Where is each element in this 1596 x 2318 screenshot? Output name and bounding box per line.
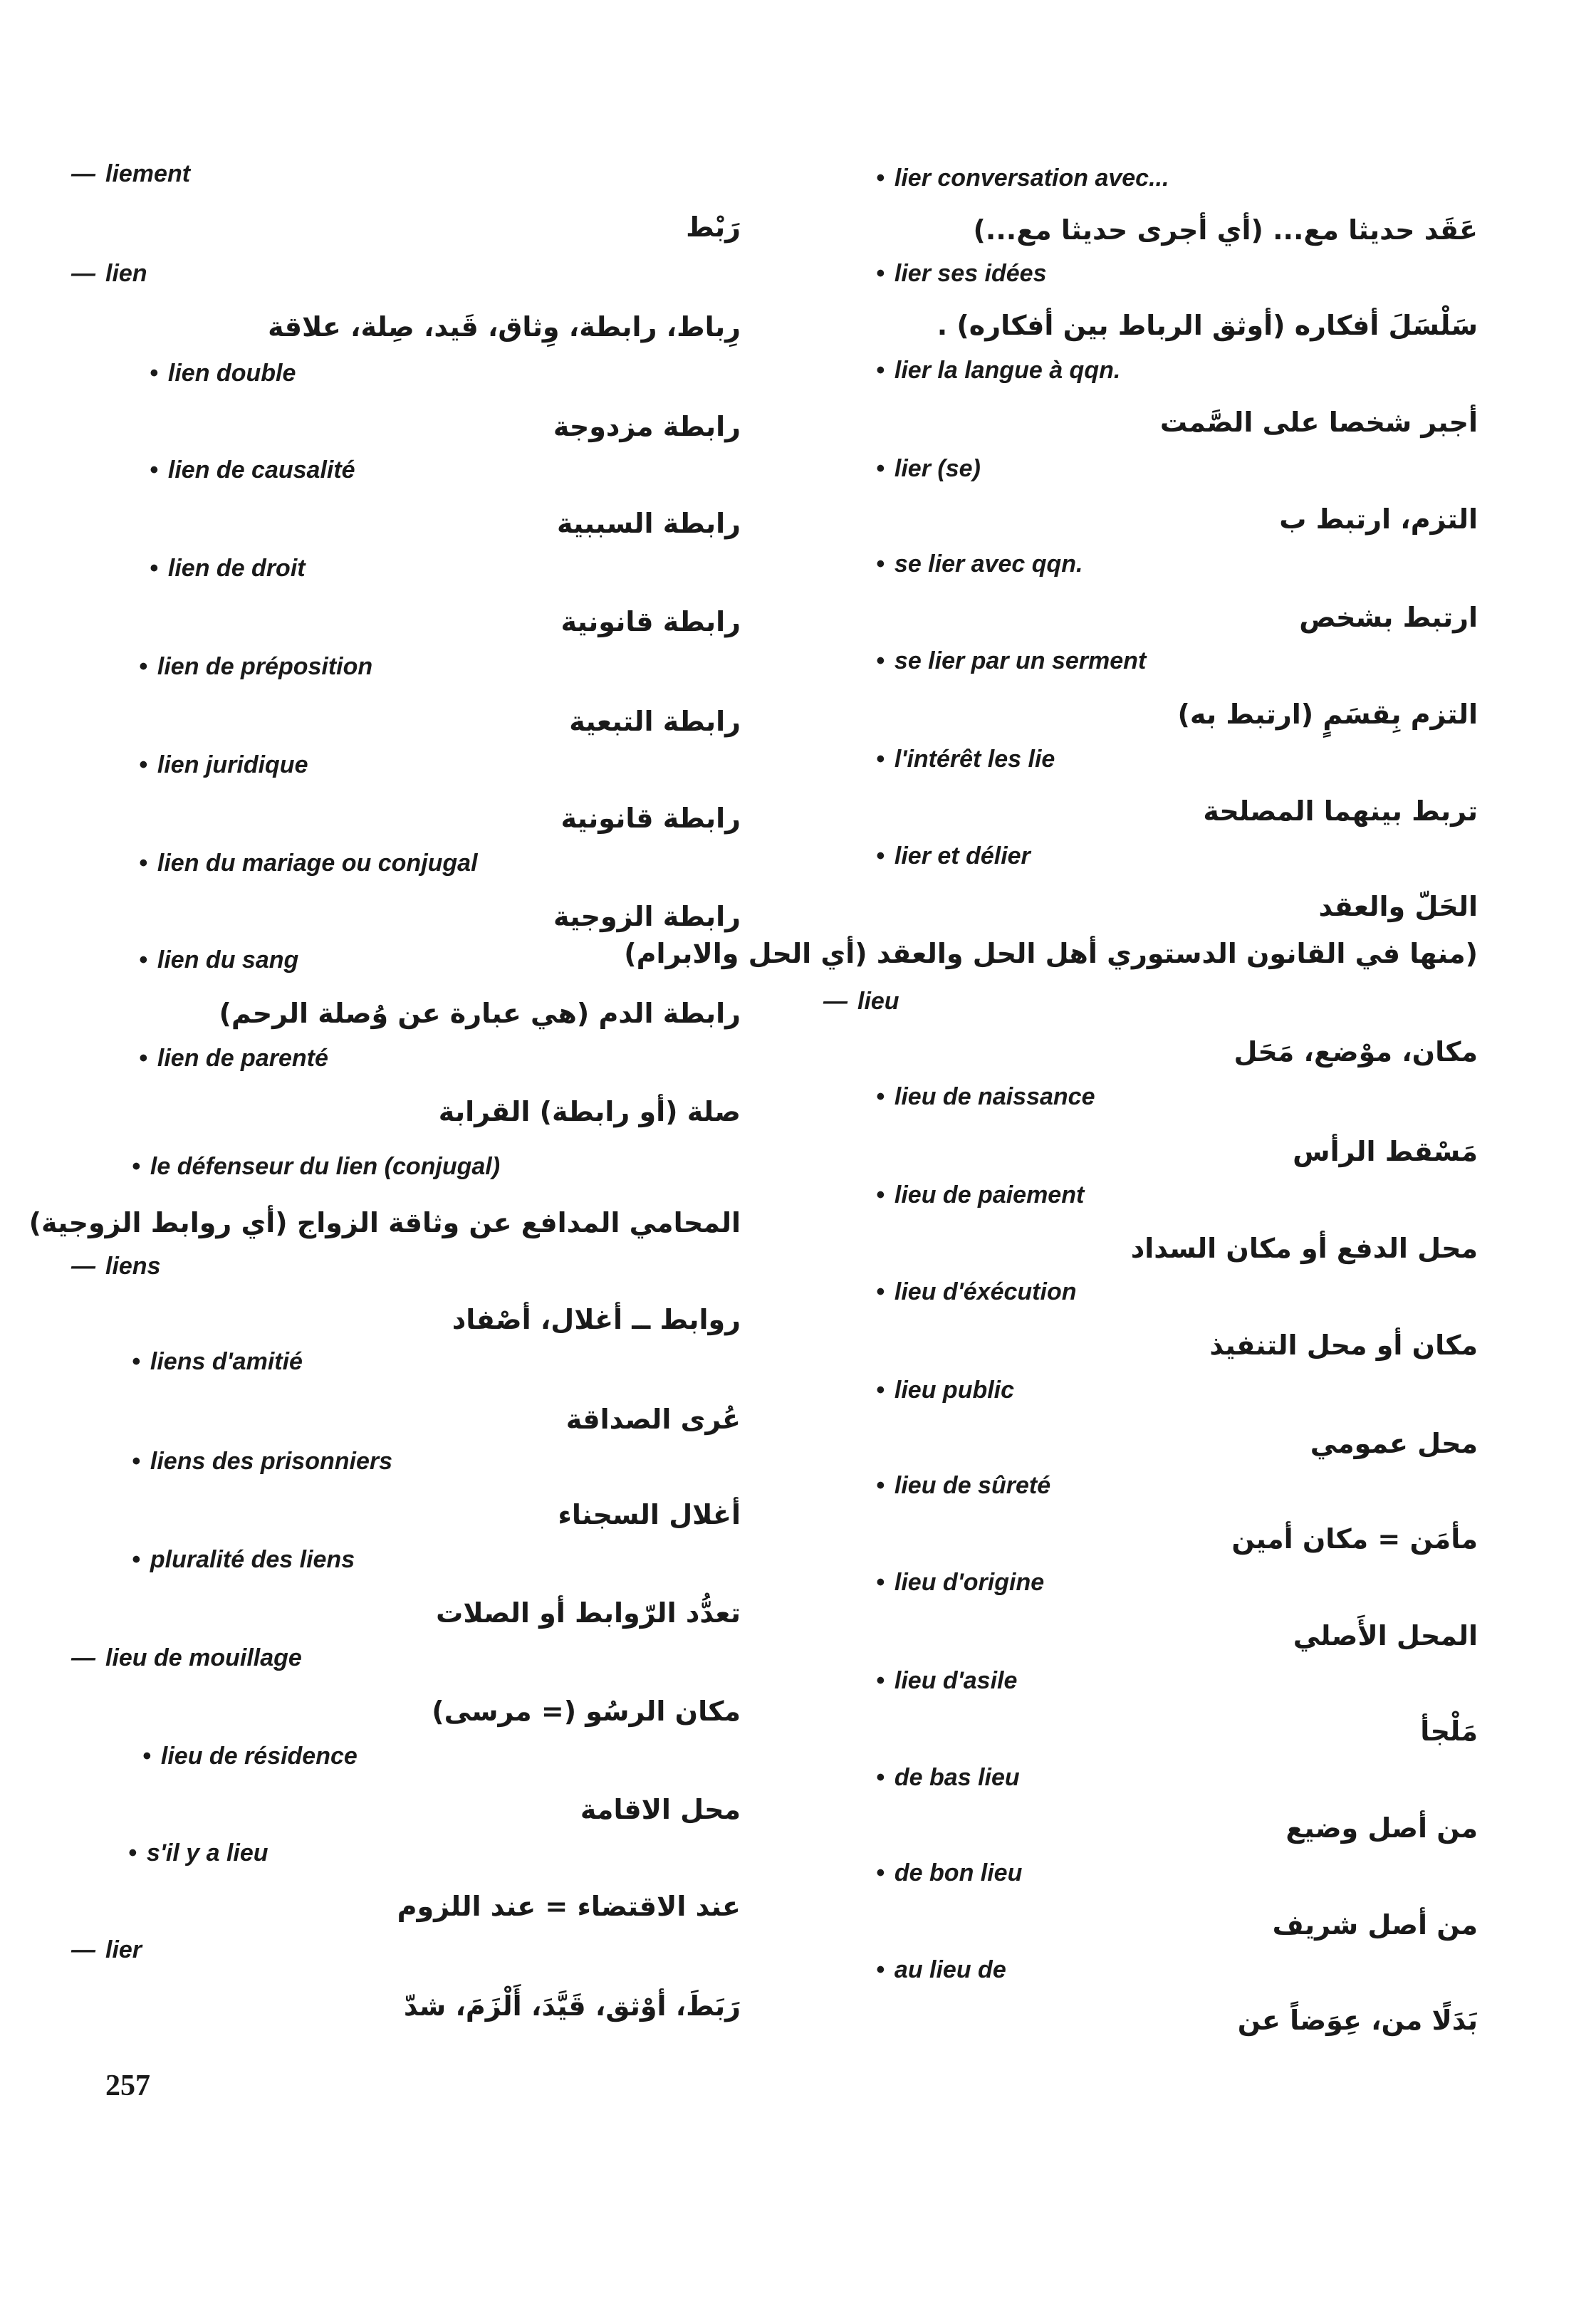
entry-term-row	[833, 1081, 1474, 1124]
entry-term-row	[833, 1762, 1474, 1805]
entry-translation-row	[833, 1906, 1478, 1948]
entry-term-row	[71, 158, 712, 201]
bullet-marker: •	[876, 746, 885, 773]
bullet-marker: •	[876, 647, 885, 674]
arabic-translation: رابطة الدم (هي عبارة عن وُصلة الرحم)	[219, 998, 741, 1029]
bullet-marker: •	[876, 1667, 885, 1694]
arabic-translation: رابطة السببية	[556, 508, 741, 539]
entry-translation-row	[71, 1692, 741, 1735]
entry-translation-row	[71, 308, 741, 350]
subentry-term	[876, 1762, 1020, 1793]
arabic-translation: مأمَن = مكان أمين	[1231, 1523, 1478, 1555]
entry-term-row	[71, 1251, 712, 1293]
entry-translation-row	[71, 407, 741, 450]
bullet-marker: •	[876, 357, 885, 384]
bullet-marker: •	[876, 1859, 885, 1886]
entry-translation-row	[71, 1400, 741, 1443]
arabic-translation: المحامي المدافع عن وثاقة الزواج (أي روابط الزوجية)	[28, 1207, 741, 1238]
subentry-term	[150, 454, 355, 486]
entry-translation-row	[71, 1987, 741, 2030]
entry-term-row	[833, 355, 1474, 397]
entry-term-row	[71, 651, 712, 694]
arabic-translation: من أصل وضيع	[1285, 1812, 1478, 1844]
headword	[71, 158, 190, 189]
term-text: lier la langue à qqn.	[894, 357, 1121, 384]
subentry-term	[876, 743, 1055, 775]
entry-translation-row	[833, 500, 1478, 543]
bullet-marker: •	[876, 1377, 885, 1404]
arabic-translation: رَبْط	[686, 212, 741, 243]
bullet-marker: •	[132, 1448, 140, 1475]
arabic-translation: محل الاقامة	[580, 1794, 741, 1825]
entry-translation-row	[833, 1229, 1478, 1272]
arabic-translation: عَقَد حديثا مع... (أي أجرى حديثا مع...)	[973, 214, 1478, 246]
subentry-term	[128, 1837, 268, 1869]
entry-translation-row	[833, 1132, 1478, 1175]
term-text: se lier par un serment	[894, 647, 1147, 674]
term-text: s'il y a lieu	[146, 1839, 268, 1867]
subentry-term	[139, 749, 308, 781]
headword	[71, 258, 147, 289]
term-text: lien juridique	[157, 751, 308, 778]
arabic-translation: رابطة الزوجية	[553, 901, 741, 932]
entry-translation-row	[71, 1887, 741, 1930]
arabic-translation: أجبر شخصا على الصَّمت	[1159, 407, 1478, 438]
dash-marker: —	[71, 260, 95, 287]
term-text: de bon lieu	[894, 1859, 1023, 1886]
entry-translation-row	[71, 897, 741, 940]
term-text: liement	[105, 160, 191, 187]
arabic-translation: مَلْجأ	[1420, 1716, 1478, 1747]
subentry-term	[876, 1470, 1050, 1501]
subentry-term	[876, 1665, 1017, 1696]
bullet-marker: •	[139, 653, 147, 680]
subentry-term	[132, 1544, 355, 1575]
bullet-marker: •	[132, 1153, 140, 1180]
entry-translation-row	[833, 1712, 1478, 1755]
entry-term-row	[71, 944, 712, 987]
subentry-term	[876, 1954, 1006, 1985]
entry-translation-row	[833, 2001, 1478, 2044]
bullet-marker: •	[132, 1546, 140, 1573]
subentry-term	[876, 1276, 1077, 1307]
term-text: lieu de paiement	[894, 1181, 1085, 1208]
bullet-marker: •	[150, 555, 158, 582]
entry-term-row	[833, 1374, 1474, 1417]
entry-translation-row	[833, 695, 1478, 738]
entry-translation-row	[833, 403, 1478, 446]
subentry-term	[876, 548, 1083, 580]
entry-term-row	[71, 258, 712, 301]
headword	[71, 1642, 302, 1674]
entry-translation-row	[833, 1326, 1478, 1369]
subentry-term	[132, 1446, 392, 1477]
term-text: pluralité des liens	[150, 1546, 355, 1573]
entry-term-row	[71, 847, 712, 890]
bullet-marker: •	[139, 1045, 147, 1072]
entry-term-row	[71, 1151, 712, 1194]
entry-term-row	[833, 453, 1474, 496]
subentry-term	[139, 944, 298, 976]
subentry-term	[139, 1043, 328, 1074]
headword	[823, 986, 899, 1017]
term-text: lien de droit	[167, 555, 306, 582]
arabic-translation: رابطة التبعية	[569, 706, 741, 737]
subentry-term	[142, 1740, 358, 1772]
term-text: lieu de résidence	[160, 1743, 358, 1770]
term-text: liens d'amitié	[150, 1348, 303, 1375]
entry-term-row	[833, 258, 1474, 301]
subentry-term	[876, 1374, 1014, 1406]
entry-translation-row	[833, 1520, 1478, 1562]
arabic-translation: (منها في القانون الدستوري أهل الحل والعقد (أي الحل والابرام)	[624, 938, 1478, 969]
entry-term-row	[833, 1857, 1474, 1900]
arabic-translation: التزم بِقسَمٍ (ارتبط به)	[1177, 699, 1478, 730]
entry-translation-row	[71, 1594, 741, 1636]
entry-term-row	[833, 645, 1474, 688]
subentry-term	[876, 162, 1169, 194]
term-text: lien du sang	[157, 946, 299, 973]
term-text: lieu d'asile	[894, 1667, 1018, 1694]
entry-term-row	[71, 749, 712, 792]
term-text: lier et délier	[894, 842, 1031, 870]
entry-translation-row	[833, 1617, 1478, 1659]
arabic-translation: رابطة قانونية	[560, 803, 741, 834]
subentry-term	[139, 847, 478, 879]
subentry-term	[876, 355, 1120, 386]
arabic-translation: ارتبط بشخص	[1299, 602, 1478, 633]
entry-term-row	[71, 357, 712, 400]
subentry-term	[150, 357, 296, 389]
entry-translation-row	[71, 1790, 741, 1833]
entry-translation-row	[71, 1092, 741, 1135]
entry-term-row	[833, 1179, 1474, 1222]
subentry-term	[876, 1567, 1044, 1598]
entry-translation-row	[28, 1204, 741, 1246]
entry-term-row	[71, 454, 712, 497]
entry-term-row	[823, 986, 1474, 1028]
entry-term-row	[833, 1665, 1474, 1708]
bullet-marker: •	[132, 1348, 140, 1375]
term-text: lieu de naissance	[894, 1083, 1095, 1110]
bullet-marker: •	[139, 850, 147, 877]
bullet-marker: •	[139, 946, 147, 973]
bullet-marker: •	[876, 260, 885, 287]
entry-term-row	[71, 1642, 712, 1685]
term-text: lien	[105, 260, 147, 287]
entry-translation-row	[833, 306, 1478, 349]
entry-term-row	[833, 548, 1474, 591]
entry-term-row	[71, 1837, 712, 1880]
arabic-translation: بَدَلًا من، عِوَضاً عن	[1237, 2005, 1478, 2036]
subentry-term	[139, 651, 372, 682]
subentry-term	[876, 840, 1031, 872]
term-text: lieu de mouillage	[105, 1644, 302, 1671]
term-text: lier	[105, 1936, 142, 1963]
entry-translation-row	[71, 504, 741, 547]
arabic-translation: رِباط، رابطة، وِثاق، قَيد، صِلة، علاقة	[268, 311, 741, 343]
term-text: liens	[105, 1253, 161, 1280]
bullet-marker: •	[876, 165, 885, 192]
entry-term-row	[833, 1470, 1474, 1513]
entry-term-row	[71, 1544, 712, 1587]
arabic-translation: محل الدفع أو مكان السداد	[1130, 1233, 1478, 1264]
dash-marker: —	[71, 160, 95, 187]
arabic-translation: مَسْقط الرأس	[1293, 1136, 1478, 1167]
arabic-translation: عُرى الصداقة	[565, 1404, 741, 1435]
term-text: liens des prisonniers	[150, 1448, 393, 1475]
arabic-translation: من أصل شريف	[1272, 1909, 1478, 1941]
entry-term-row	[71, 1934, 712, 1977]
entry-translation-row	[833, 1033, 1478, 1075]
bullet-marker: •	[876, 1764, 885, 1791]
bullet-marker: •	[876, 550, 885, 578]
term-text: de bas lieu	[894, 1764, 1020, 1791]
subentry-term	[876, 1857, 1022, 1889]
arabic-translation: رَبَطَ، أوْثق، قَيَّدَ، أَلْزَمَ، شدّ	[403, 1990, 741, 2022]
entry-term-row	[71, 553, 712, 595]
arabic-translation: المحل الأَصلي	[1293, 1620, 1478, 1651]
entry-term-row	[71, 1740, 712, 1783]
bullet-marker: •	[150, 456, 158, 484]
term-text: lien de causalité	[167, 456, 355, 484]
entry-translation-row	[624, 934, 1478, 977]
term-text: lieu public	[894, 1377, 1015, 1404]
arabic-translation: رابطة مزدوجة	[553, 411, 741, 442]
entry-term-row	[71, 1446, 712, 1488]
arabic-translation: صلة (أو رابطة) القرابة	[438, 1096, 741, 1127]
arabic-translation: محل عمومي	[1310, 1428, 1478, 1459]
subentry-term	[132, 1346, 303, 1377]
page-number: 257	[105, 2069, 150, 2102]
term-text: lier (se)	[894, 455, 981, 482]
term-text: l'intérêt les lie	[894, 746, 1055, 773]
subentry-term	[876, 258, 1047, 289]
term-text: lien de parenté	[157, 1045, 328, 1072]
arabic-translation: أغلال السجناء	[558, 1499, 741, 1530]
entry-translation-row	[71, 994, 741, 1037]
arabic-translation: مكان الرسُو (= مرسى)	[432, 1696, 741, 1727]
bullet-marker: •	[139, 751, 147, 778]
arabic-translation: سَلْسَلَ أفكاره (أوثق الرباط بين أفكاره) .	[937, 310, 1478, 341]
term-text: se lier avec qqn.	[894, 550, 1083, 578]
entry-translation-row	[71, 208, 741, 251]
term-text: lieu de sûreté	[894, 1472, 1051, 1499]
bullet-marker: •	[876, 455, 885, 482]
entry-translation-row	[71, 702, 741, 745]
bullet-marker: •	[876, 1278, 885, 1305]
arabic-translation: عند الاقتضاء = عند اللزوم	[397, 1891, 741, 1922]
entry-translation-row	[71, 602, 741, 645]
term-text: lien double	[167, 360, 296, 387]
arabic-translation: التزم، ارتبط ب	[1279, 503, 1478, 535]
entry-term-row	[71, 1346, 712, 1389]
arabic-translation: رابطة قانونية	[560, 606, 741, 637]
headword	[71, 1251, 160, 1282]
entry-term-row	[833, 162, 1474, 205]
arabic-translation: مكان أو محل التنفيذ	[1209, 1330, 1478, 1361]
bullet-marker: •	[876, 1083, 885, 1110]
bullet-marker: •	[150, 360, 158, 387]
bullet-marker: •	[142, 1743, 151, 1770]
entry-translation-row	[71, 799, 741, 842]
entry-translation-row	[71, 1300, 741, 1343]
term-text: lieu d'origine	[894, 1569, 1045, 1596]
term-text: lieu d'éxécution	[894, 1278, 1077, 1305]
subentry-term	[876, 1081, 1095, 1112]
entry-term-row	[833, 743, 1474, 786]
arabic-translation: مكان، موْضع، مَحَل	[1233, 1036, 1478, 1067]
term-text: lien de préposition	[157, 653, 373, 680]
subentry-term	[150, 553, 306, 584]
dash-marker: —	[71, 1936, 95, 1963]
entry-translation-row	[833, 1809, 1478, 1852]
bullet-marker: •	[876, 1181, 885, 1208]
entry-term-row	[833, 1567, 1474, 1609]
term-text: lier conversation avec...	[894, 165, 1169, 192]
dash-marker: —	[71, 1644, 95, 1671]
arabic-translation: روابط ــ أغلال، أصْفاد	[452, 1304, 741, 1335]
entry-term-row	[833, 1954, 1474, 1997]
bullet-marker: •	[876, 842, 885, 870]
term-text: lien du mariage ou conjugal	[157, 850, 478, 877]
entry-translation-row	[833, 792, 1478, 835]
dash-marker: —	[823, 988, 847, 1015]
entry-term-row	[833, 1276, 1474, 1319]
term-text: le défenseur du lien (conjugal)	[150, 1153, 501, 1180]
entry-term-row	[833, 840, 1474, 883]
term-text: au lieu de	[894, 1956, 1006, 1983]
arabic-translation: تربط بينهما المصلحة	[1203, 795, 1478, 827]
subentry-term	[876, 645, 1146, 677]
term-text: lier ses idées	[894, 260, 1047, 287]
term-text: lieu	[857, 988, 899, 1015]
bullet-marker: •	[876, 1569, 885, 1596]
bullet-marker: •	[876, 1956, 885, 1983]
entry-translation-row	[71, 1495, 741, 1538]
headword	[71, 1934, 142, 1965]
dash-marker: —	[71, 1253, 95, 1280]
arabic-translation: تعدُّد الرّوابط أو الصلات	[436, 1597, 741, 1629]
bullet-marker: •	[876, 1472, 885, 1499]
bullet-marker: •	[128, 1839, 137, 1867]
entry-translation-row	[833, 1424, 1478, 1467]
arabic-translation: الحَلّ والعقد	[1318, 891, 1478, 922]
entry-translation-row	[833, 598, 1478, 641]
subentry-term	[876, 453, 981, 484]
entry-translation-row	[833, 887, 1478, 930]
subentry-term	[132, 1151, 500, 1182]
entry-term-row	[71, 1043, 712, 1085]
subentry-term	[876, 1179, 1084, 1211]
entry-translation-row	[833, 211, 1478, 254]
